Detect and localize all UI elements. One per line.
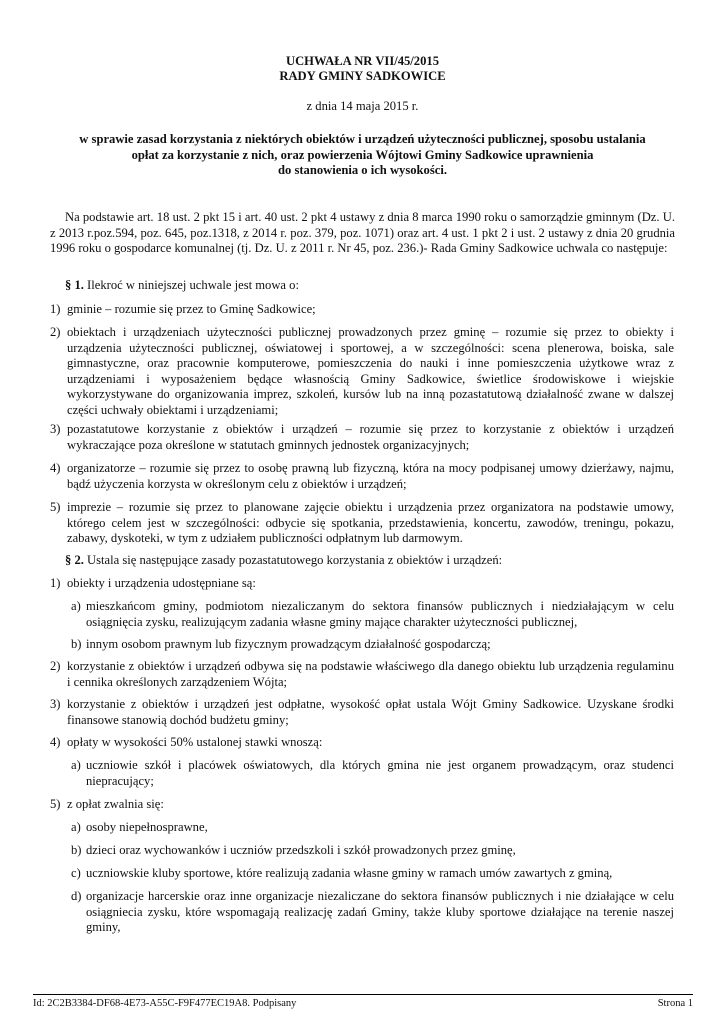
subitem-letter: d) xyxy=(71,889,82,903)
subitem-letter: c) xyxy=(71,866,81,880)
rule-subitem: mieszkańcom gminy, podmiotom niezaliczanym do sektora finansów publicznych i niedziałającym w celu osiągnięcia zysku, realizującym zadania własne gminy mające charakter użyteczności publicznej, xyxy=(86,599,674,629)
rule-item: korzystanie z obiektów i urządzeń jest odpłatne, wysokość opłat ustala Wójt Gminy Sadkowice. Uzyskane środki finansowe stanowią dochód budżetu gminy; xyxy=(67,697,674,727)
section-1-mark: § 1. xyxy=(65,278,84,292)
rule-item: opłaty w wysokości 50% ustalonej stawki wnoszą: xyxy=(67,735,323,749)
definition-item: gminie – rozumie się przez to Gminę Sadkowice; xyxy=(67,302,316,316)
subject-line-2: opłat za korzystanie z nich, oraz powierzenia Wójtowi Gminy Sadkowice uprawnienia xyxy=(131,147,594,162)
rule-subitem: uczniowie szkół i placówek oświatowych, dla których gmina nie jest organem prowadzącym, oraz studenci niepracujący; xyxy=(86,758,674,788)
item-number: 2) xyxy=(50,659,61,673)
rule-subitem: osoby niepełnosprawne, xyxy=(86,820,208,834)
resolution-date: z dnia 14 maja 2015 r. xyxy=(306,99,419,113)
resolution-number: UCHWAŁA NR VII/45/2015 xyxy=(285,54,439,68)
definition-item: obiektach i urządzeniach użyteczności publicznej prowadzonych przez gminę – rozumie się przez to obiekty i urządzenia użyteczności publicznej, oświatowej i sportowej, a w szczególności: scena plenerowa, boiska, sale gimnastyczne, oraz pracownie komputerowe, pomieszczenia do nauki i inne pomieszczenia użytkowe wraz z urządzeniami i wyposażeniem będące własnością Gminy Sadkowice, świetlice środowiskowe i wiejskie wykorzystywane do organizowania imprez, szkoleń, kursów lub na inną pozastatutową działalność zwane w dalszej części uchwały obiektami i urządzeniami; xyxy=(67,325,674,417)
definition-item: imprezie – rozumie się przez to planowane zajęcie obiektu i urządzenia przez organizatora na podstawie umowy, którego celem jest w szczególności: odbycie się spotkania, przedstawienia, koncertu, zawodów, treningu, pokazu, zabawy, dyskoteki, w tym z udziałem publiczności odpłatnym lub darmowym. xyxy=(67,500,674,545)
preamble: Na podstawie art. 18 ust. 2 pkt 15 i art. 40 ust. 2 pkt 4 ustawy z dnia 8 marca 1990 roku o samorządzie gminnym (Dz. U. z 2013 r.poz.594, poz. 645, poz.1318, z 2014 r. poz. 379, poz. 1071) oraz art. 4 ust. 1 pkt 2 i ust. 2 ustawy z dnia 20 grudnia 1996 roku o gospodarce komunalnej (tj. Dz. U. z 2011 r. Nr 45, poz. 236.)- Rada Gminy Sadkowice uchwala co następuje: xyxy=(50,210,675,255)
item-number: 2) xyxy=(50,325,61,339)
subitem-letter: a) xyxy=(71,820,81,834)
section-2-intro: Ustala się następujące zasady pozastatutowego korzystania z obiektów i urządzeń: xyxy=(87,553,503,567)
item-number: 4) xyxy=(50,735,61,749)
item-number: 3) xyxy=(50,697,61,711)
section-2-mark: § 2. xyxy=(65,553,84,567)
item-number: 4) xyxy=(50,461,61,475)
page-number: Strona 1 xyxy=(657,998,693,1009)
definition-item: organizatorze – rozumie się przez to osobę prawną lub fizyczną, która na mocy podpisanej umowy dzierżawy, najmu, bądź użyczenia korzysta w określonym celu z obiektów i urządzeń; xyxy=(67,461,674,491)
item-number: 1) xyxy=(50,302,61,316)
rule-subitem: dzieci oraz wychowanków i uczniów przedszkoli i szkół prowadzonych przez gminę, xyxy=(86,843,516,857)
section-1-heading xyxy=(65,278,675,294)
document-id: Id: 2C2B3384-DF68-4E73-A55C-F9F477EC19A8. Podpisany xyxy=(33,998,297,1009)
item-number: 3) xyxy=(50,422,61,436)
definition-item: pozastatutowe korzystanie z obiektów i urządzeń – rozumie się przez to korzystanie z obiektów i urządzeń wykraczające poza określone w statutach gminnych jednostek organizacyjnych; xyxy=(67,422,674,452)
rule-item: korzystanie z obiektów i urządzeń odbywa się na podstawie właściwego dla danego obiektu lub urządzenia regulaminu i cennika określonych zarządzeniem Wójta; xyxy=(67,659,674,689)
subitem-letter: b) xyxy=(71,637,82,651)
item-number: 5) xyxy=(50,500,61,514)
rule-subitem: innym osobom prawnym lub fizycznym prowadzącym działalność gospodarczą; xyxy=(86,637,491,651)
subitem-letter: a) xyxy=(71,599,81,613)
rule-subitem: organizacje harcerskie oraz inne organizacje niezaliczane do sektora finansów publicznych i nie działające w celu osiągniecia zysku, które wspomagają realizację zadań Gminy, także kluby sportowe działające na terenie naszej gminy, xyxy=(86,889,674,934)
item-number: 5) xyxy=(50,797,61,811)
council-name: RADY GMINY SADKOWICE xyxy=(279,69,446,83)
rule-item: obiekty i urządzenia udostępniane są: xyxy=(67,576,256,590)
section-1-intro: Ilekroć w niniejszej uchwale jest mowa o: xyxy=(87,278,299,292)
subject-line-3: do stanowienia o ich wysokości. xyxy=(278,163,447,178)
rule-subitem: uczniowskie kluby sportowe, które realizują zadania własne gminy w ramach umów zawartych z gminą, xyxy=(86,866,613,880)
subject-line-1: w sprawie zasad korzystania z niektórych obiektów i urządzeń użyteczności publicznej, sposobu ustalania xyxy=(79,132,646,146)
footer-divider xyxy=(33,994,693,995)
rule-item: z opłat zwalnia się: xyxy=(67,797,164,811)
item-number: 1) xyxy=(50,576,61,590)
subitem-letter: b) xyxy=(71,843,82,857)
subitem-letter: a) xyxy=(71,758,81,772)
section-2-heading xyxy=(65,553,675,569)
resolution-subject xyxy=(58,132,667,179)
